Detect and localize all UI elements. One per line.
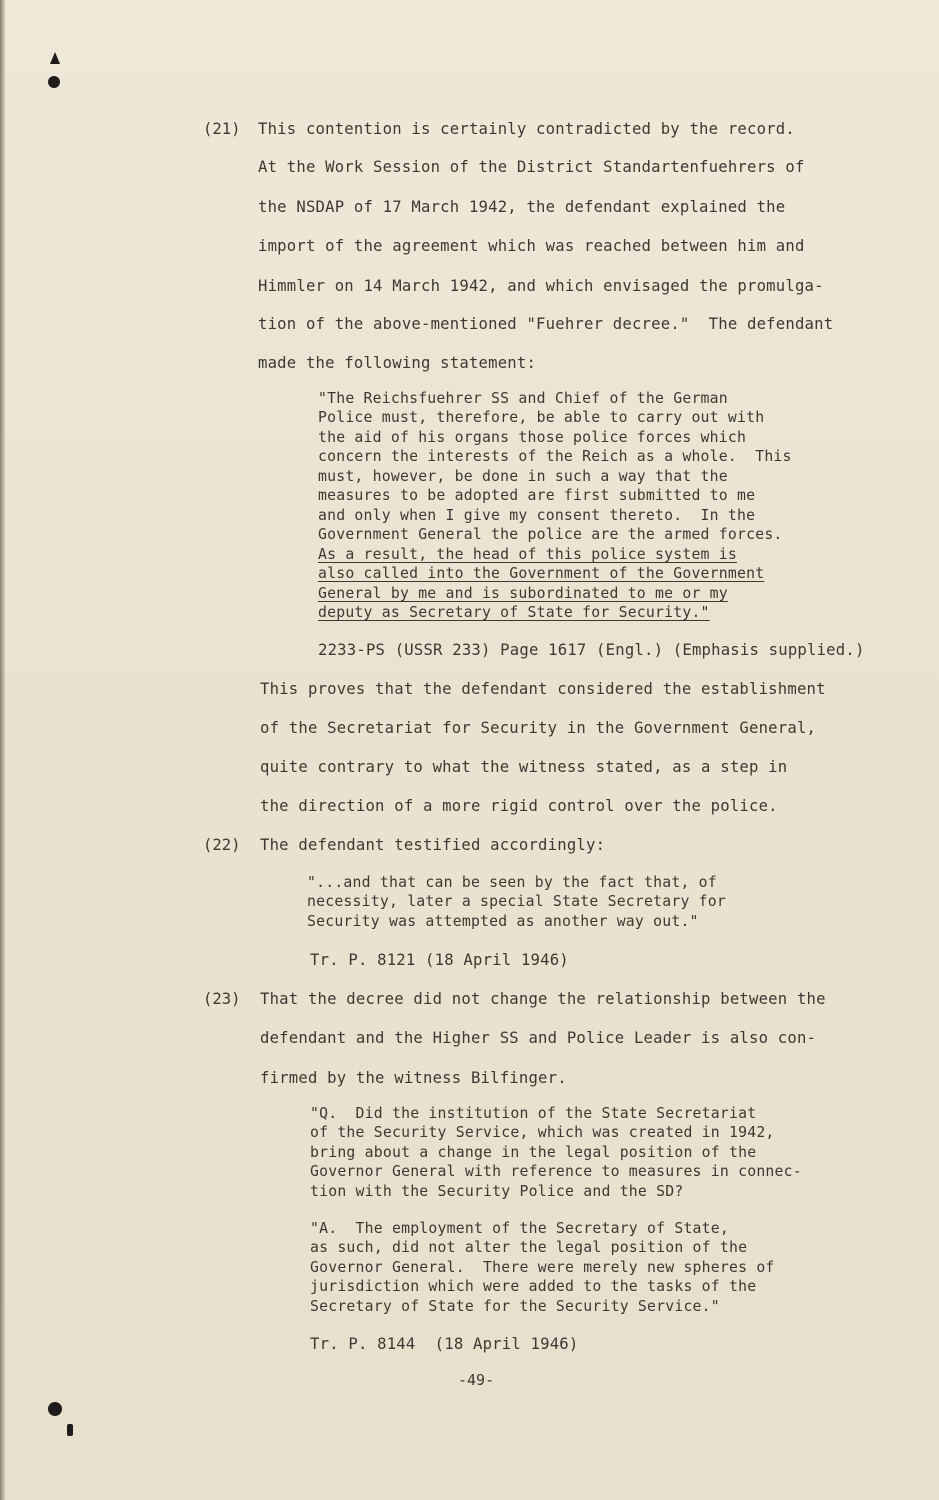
quote-line: bring about a change in the legal position of the [310, 1144, 757, 1161]
quote-line: and only when I give my consent thereto. In the [318, 507, 756, 524]
quote-line: Security was attempted as another way out." [307, 913, 699, 930]
paragraph-line: This proves that the defendant considered the establishment [260, 680, 826, 698]
quote-line: "The Reichsfuehrer SS and Chief of the German [318, 390, 728, 407]
paragraph-number: (22) [203, 836, 241, 854]
quote-line: "Q. Did the institution of the State Secretariat [310, 1105, 757, 1122]
paper-edge [0, 0, 5, 1500]
paragraph-line: the NSDAP of 17 March 1942, the defendant explained the [258, 198, 786, 216]
paragraph-line: At the Work Session of the District Standartenfuehrers of [258, 158, 805, 176]
paragraph-line: Himmler on 14 March 1942, and which envisaged the promulga- [258, 277, 824, 295]
quote-line: as such, did not alter the legal position of the [310, 1239, 748, 1256]
quote-line: jurisdiction which were added to the tasks of the [310, 1278, 757, 1295]
punch-hole-mark [50, 52, 60, 64]
quote-line: Police must, therefore, be able to carry out with [318, 409, 765, 426]
quote-line: Government General the police are the armed forces. [318, 526, 783, 543]
paragraph-line: of the Secretariat for Security in the Government General, [260, 719, 817, 737]
quote-line: measures to be adopted are first submitted to me [318, 487, 756, 504]
citation: Tr. P. 8144 (18 April 1946) [310, 1335, 579, 1353]
paragraph-number: (21) [203, 120, 241, 138]
paragraph-line: the direction of a more rigid control over the police. [260, 797, 778, 815]
paragraph-line: import of the agreement which was reached between him and [258, 237, 805, 255]
paragraph-line: tion of the above-mentioned "Fuehrer decree." The defendant [258, 315, 834, 333]
quote-line: Governor General. There were merely new spheres of [310, 1259, 775, 1276]
citation: Tr. P. 8121 (18 April 1946) [310, 951, 569, 969]
quote-line: necessity, later a special State Secretary for [307, 893, 726, 910]
paragraph-line: quite contrary to what the witness stated, as a step in [260, 758, 788, 776]
page-number: -49- [458, 1371, 495, 1389]
paragraph-number: (23) [203, 990, 241, 1008]
quote-line: tion with the Security Police and the SD? [310, 1183, 684, 1200]
emphasized-quote-line: As a result, the head of this police system is [318, 546, 737, 563]
quote-line: Secretary of State for the Security Service." [310, 1298, 720, 1315]
quote-line: "...and that can be seen by the fact that, of [307, 874, 717, 891]
paragraph-line: made the following statement: [258, 354, 537, 372]
quote-line: of the Security Service, which was created in 1942, [310, 1124, 775, 1141]
emphasized-quote-line: General by me and is subordinated to me or my [318, 585, 728, 602]
quote-line: the aid of his organs those police forces which [318, 429, 747, 446]
paragraph-line: That the decree did not change the relationship between the [260, 990, 826, 1008]
paragraph-line: defendant and the Higher SS and Police Leader is also con- [260, 1029, 817, 1047]
emphasized-quote-line: deputy as Secretary of State for Security." [318, 604, 710, 621]
paragraph-line: firmed by the witness Bilfinger. [260, 1069, 567, 1087]
punch-hole-mark [48, 76, 60, 88]
emphasized-quote-line: also called into the Government of the Government [318, 565, 765, 582]
quote-line: concern the interests of the Reich as a whole. This [318, 448, 792, 465]
punch-hole-mark [67, 1424, 73, 1436]
punch-hole-mark [48, 1402, 62, 1416]
citation: 2233-PS (USSR 233) Page 1617 (Engl.) (Emphasis supplied.) [318, 641, 865, 659]
quote-line: must, however, be done in such a way that the [318, 468, 728, 485]
paragraph-line: This contention is certainly contradicted by the record. [258, 120, 795, 138]
paragraph-line: The defendant testified accordingly: [260, 836, 606, 854]
quote-line: "A. The employment of the Secretary of State, [310, 1220, 729, 1237]
quote-line: Governor General with reference to measures in connec- [310, 1163, 802, 1180]
